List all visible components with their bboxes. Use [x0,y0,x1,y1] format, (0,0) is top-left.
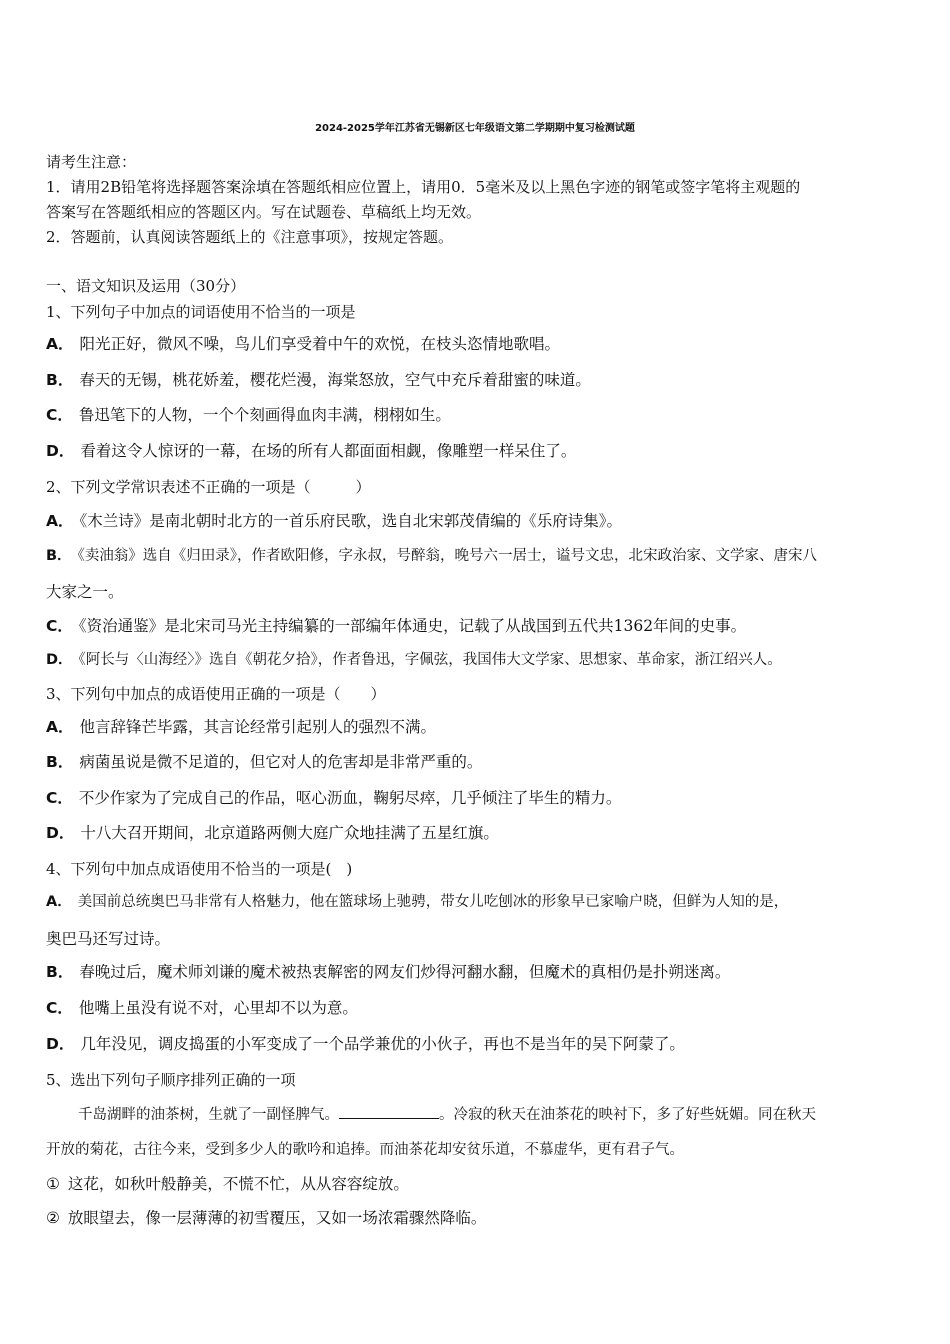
passage-part-b: 。冷寂的秋天在油茶花的映衬下，多了好些妩媚。同在秋天 [439,1107,816,1123]
question-1-stem: 1、下列句子中加点的词语使用不恰当的一项是 [46,303,356,321]
page-title: 2024-2025学年江苏省无锡新区七年级语文第二学期期中复习检测试题 [315,123,635,134]
question-4-option-d [46,1034,685,1054]
option-text: 病菌虽说是微不足道的，但它对人的危害却是非常严重的。 [79,753,483,771]
fill-in-blank [339,1104,439,1119]
question-3-option-b [46,752,482,772]
option-label: D． [46,442,75,460]
item-number: ② [46,1209,60,1227]
option-text: 鲁迅笔下的人物，一个个刻画得血肉丰满，栩栩如生。 [78,406,451,424]
option-label: D． [46,652,73,668]
question-3-option-c [46,788,621,808]
question-4-option-a [46,892,788,912]
option-text: 春晚过后，魔术师刘谦的魔术被热衷解密的网友们炒得河翻水翻，但魔术的真相仍是扑朔迷离。 [79,963,731,981]
option-text: 他言辞锋芒毕露，其言论经常引起别人的强烈不满。 [79,718,437,736]
notice-line-1: 1．请用2B铅笔将选择题答案涂填在答题纸相应位置上，请用0．5毫米及以上黑色字迹的钢笔或签字笔将主观题的 [46,178,801,196]
question-4-option-c [46,998,358,1018]
item-text: 这花，如秋叶般静美，不慌不忙，从从容容绽放。 [67,1175,409,1193]
question-4-option-a-cont: 奥巴马还写过诗。 [46,930,171,948]
passage-part-a: 千岛湖畔的油茶树，生就了一副怪脾气。 [78,1107,339,1123]
question-2-option-b-cont: 大家之一。 [46,583,124,601]
option-text: 他嘴上虽没有说不对，心里却不以为意。 [78,999,358,1017]
sentence-item-1 [46,1174,409,1194]
item-number: ① [46,1175,60,1193]
option-label: B． [46,963,74,981]
option-label: A． [46,894,72,910]
notice-line-1b: 答案写在答题纸相应的答题区内。写在试题卷、草稿纸上均无效。 [46,203,482,221]
question-3-option-a [46,717,436,737]
question-2-option-d [46,650,782,670]
option-text: 《阿长与〈山海经〉》选自《朝花夕拾》，作者鲁迅，字佩弦，我国伟大文学家、思想家、革命家，浙江绍兴人。 [78,652,782,668]
option-label: A． [46,512,74,530]
question-1-option-d [46,441,576,461]
question-4-option-b [46,962,730,982]
option-text: 阳光正好，微风不噪，鸟儿们享受着中午的欢悦，在枝头恣情地歌唱。 [79,335,561,353]
option-text: 看着这令人惊讶的一幕，在场的所有人都面面相觑，像雕塑一样呆住了。 [80,442,577,460]
option-text: 十八大召开期间，北京道路两侧大庭广众地挂满了五星红旗。 [80,824,499,842]
sentence-item-2 [46,1208,486,1228]
option-label: B． [46,753,74,771]
option-label: B． [46,548,72,564]
option-label: C． [46,999,73,1017]
option-text: 《资治通鉴》是北宋司马光主持编纂的一部编年体通史，记载了从战国到五代共1362年间的史事。 [78,617,747,635]
notice-line-2: 2．答题前，认真阅读答题纸上的《注意事项》，按规定答题。 [46,228,454,246]
passage-line-2: 开放的菊花，古往今来，受到多少人的歌吟和追捧。而油茶花却安贫乐道，不慕虚华，更有君子气。 [46,1142,684,1158]
option-label: D． [46,1035,75,1053]
option-text: 《木兰诗》是南北朝时北方的一首乐府民歌，选自北宋郭茂倩编的《乐府诗集》。 [79,512,623,530]
question-3-stem: 3、下列句中加点的成语使用正确的一项是（ ） [46,685,386,703]
section-heading: 一、语文知识及运用（30分） [46,277,246,295]
question-1-option-b [46,370,591,390]
option-label: B． [46,371,74,389]
option-text: 美国前总统奥巴马非常有人格魅力，他在篮球场上驰骋，带女儿吃刨冰的形象早已家喻户晓，但鲜为人知的是， [77,894,789,910]
option-label: C． [46,789,73,807]
question-2-option-a [46,511,622,531]
option-label: C． [46,617,73,635]
question-2-option-b [46,546,817,566]
question-1-option-c [46,405,451,425]
question-2-option-c [46,616,746,636]
option-text: 不少作家为了完成自己的作品，呕心沥血，鞠躬尽瘁，几乎倾注了毕生的精力。 [78,789,622,807]
option-label: A． [46,718,74,736]
option-text: 《卖油翁》选自《归田录》，作者欧阳修，字永叔，号醉翁，晚号六一居士，谥号文忠，北宋政治家、文学家、唐宋八 [77,548,818,564]
notice-heading: 请考生注意： [46,153,137,171]
question-1-option-a [46,334,560,354]
item-text: 放眼望去，像一层薄薄的初雪覆压，又如一场浓霜骤然降临。 [67,1209,487,1227]
question-3-option-d [46,823,499,843]
option-text: 几年没见，调皮捣蛋的小军变成了一个品学兼优的小伙子，再也不是当年的吴下阿蒙了。 [80,1035,685,1053]
option-label: D． [46,824,75,842]
option-text: 春天的无锡，桃花娇羞，樱花烂漫，海棠怒放，空气中充斥着甜蜜的味道。 [79,371,591,389]
passage-line-1 [78,1104,816,1125]
option-label: A． [46,335,74,353]
question-2-stem: 2、下列文学常识表述不正确的一项是（ ） [46,478,371,496]
question-5-stem: 5、选出下列句子顺序排列正确的一项 [46,1071,296,1089]
option-label: C． [46,406,73,424]
question-4-stem: 4、下列句中加点成语使用不恰当的一项是( ) [46,860,353,878]
